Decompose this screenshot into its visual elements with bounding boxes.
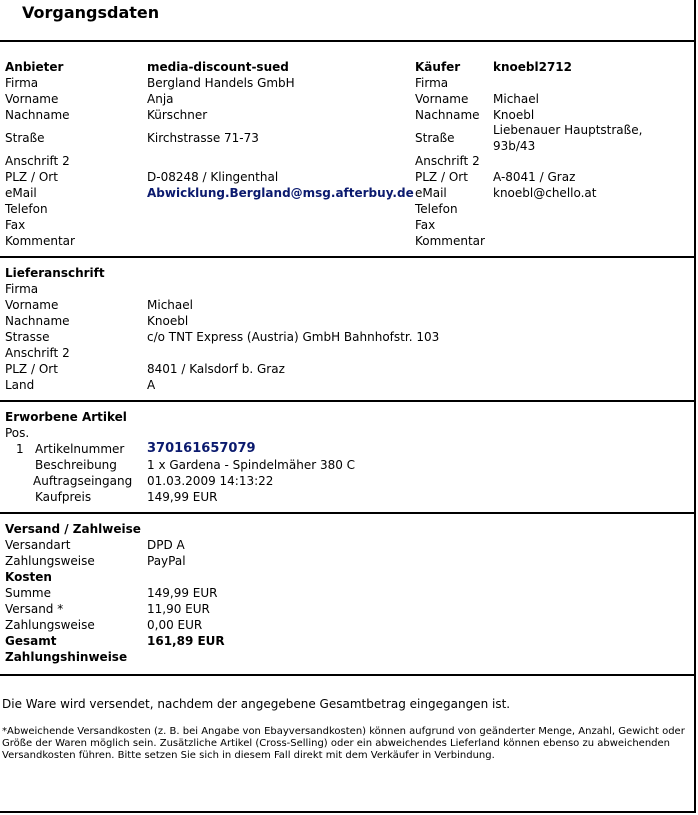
delivery-label: PLZ / Ort [5,362,58,376]
seller-label: eMail [5,186,37,200]
total-label: Gesamt [5,634,57,648]
article-label: Kaufpreis [35,490,92,504]
article-description: 1 x Gardena - Spindelmäher 380 C [147,458,356,472]
buyer-label: PLZ / Ort [415,170,468,184]
seller-email-link[interactable]: Abwicklung.Bergland@msg.afterbuy.de [147,186,414,200]
divider [0,40,694,42]
divider [0,400,694,402]
seller-label: Vorname [5,92,59,106]
buyer-name: knoebl2712 [493,60,573,74]
cost-shipping: 11,90 EUR [147,602,210,616]
delivery-label: Vorname [5,298,59,312]
buyer-label: eMail [415,186,447,200]
buyer-label: Firma [415,76,449,90]
buyer-label: Nachname [415,108,480,122]
seller-lastname: Kürschner [147,108,208,122]
shipping-heading: Versand / Zahlweise [5,522,141,536]
seller-street: Kirchstrasse 71-73 [147,131,259,145]
cost-label: Summe [5,586,51,600]
buyer-label: Vorname [415,92,469,106]
seller-label: Kommentar [5,234,75,248]
delivery-heading: Lieferanschrift [5,266,105,280]
article-label: Beschreibung [35,458,117,472]
shipping-method: DPD A [147,538,185,552]
buyer-lastname: Knoebl [493,108,535,122]
total-value: 161,89 EUR [147,634,225,648]
purchase-price: 149,99 EUR [147,490,218,504]
shipping-label: Versandart [5,538,71,552]
seller-label: Telefon [5,202,48,216]
seller-label: PLZ / Ort [5,170,58,184]
divider [0,674,694,676]
position-number: 1 [16,442,24,456]
buyer-street: Liebenauer Hauptstraße, [493,123,643,137]
buyer-street-2: 93b/43 [493,139,536,153]
delivery-label: Anschrift 2 [5,346,70,360]
buyer-heading: Käufer [415,60,461,74]
delivery-label: Land [5,378,35,392]
cost-label: Versand * [5,602,64,616]
cost-subtotal: 149,99 EUR [147,586,218,600]
buyer-zip-city: A-8041 / Graz [493,170,576,184]
delivery-street: c/o TNT Express (Austria) GmbH Bahnhofstr. 103 [147,330,440,344]
article-label: Auftragseingang [33,474,133,488]
buyer-label: Fax [415,218,436,232]
article-number-link[interactable]: 370161657079 [147,441,256,456]
delivery-country: A [147,378,156,392]
divider [0,512,694,514]
buyer-label: Kommentar [415,234,485,248]
delivery-lastname: Knoebl [147,314,189,328]
buyer-label: Telefon [415,202,458,216]
page-title: Vorgangsdaten [22,3,160,22]
cost-payment: 0,00 EUR [147,618,203,632]
article-label: Artikelnummer [35,442,125,456]
costs-heading: Kosten [5,570,52,584]
shipping-label: Zahlungsweise [5,554,95,568]
delivery-label: Nachname [5,314,70,328]
buyer-label: Straße [415,131,455,145]
footnote: *Abweichende Versandkosten (z. B. bei Angabe von Ebayversandkosten) können aufgrund von geänderter Menge, Anzahl, Gewicht oder Größe der Waren möglich sein. Zusätzliche Artikel (Cross-Selling) oder ein abweichendes Lieferland können ebenso zu abweichenden Versandkosten führen. Bitte setzen Sie sich in diesem Fall direkt mit dem Verkäufer in Verbindung. [2,726,685,761]
seller-firstname: Anja [147,92,174,106]
seller-label: Anschrift 2 [5,154,70,168]
buyer-firstname: Michael [493,92,539,106]
delivery-firstname: Michael [147,298,193,312]
seller-name: media-discount-sued [147,60,289,74]
seller-company: Bergland Handels GmbH [147,76,295,90]
seller-zip-city: D-08248 / Klingenthal [147,170,279,184]
buyer-label: Anschrift 2 [415,154,480,168]
delivery-label: Strasse [5,330,50,344]
articles-heading: Erworbene Artikel [5,410,127,424]
delivery-zip-city: 8401 / Kalsdorf b. Graz [147,362,285,376]
seller-label: Straße [5,131,45,145]
order-received: 01.03.2009 14:13:22 [147,474,274,488]
seller-label: Firma [5,76,39,90]
buyer-email: knoebl@chello.at [493,186,597,200]
seller-heading: Anbieter [5,60,64,74]
position-header: Pos. [5,426,30,440]
delivery-label: Firma [5,282,39,296]
divider [0,256,694,258]
shipping-info-text: Die Ware wird versendet, nachdem der angegebene Gesamtbetrag eingegangen ist. [2,697,511,711]
seller-label: Fax [5,218,26,232]
payment-hint-heading: Zahlungshinweise [5,650,128,664]
payment-method: PayPal [147,554,186,568]
cost-label: Zahlungsweise [5,618,95,632]
seller-label: Nachname [5,108,70,122]
